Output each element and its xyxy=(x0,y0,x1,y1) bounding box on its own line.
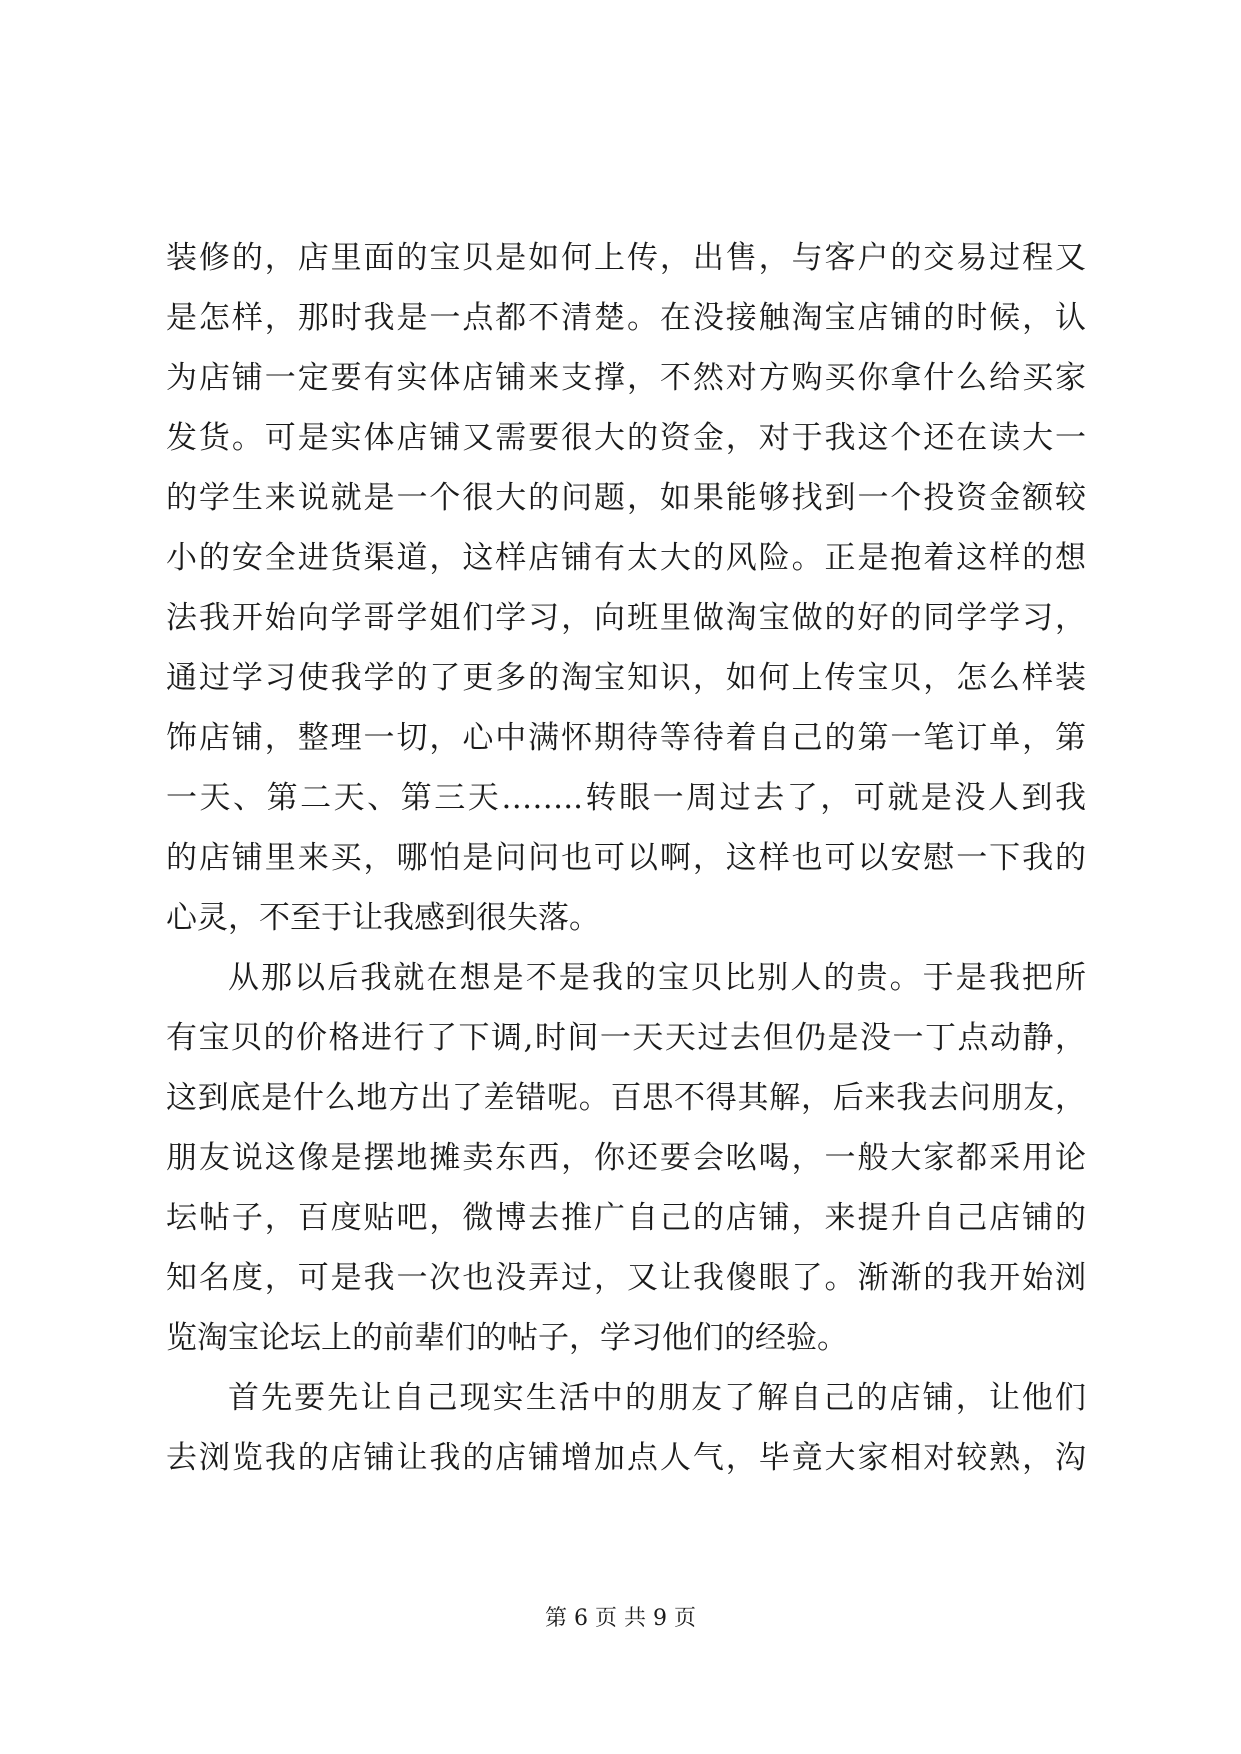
body-text xyxy=(166,228,1086,1488)
text-line: 去浏览我的店铺让我的店铺增加点人气，毕竟大家相对较熟，沟 xyxy=(166,1440,1086,1476)
page-footer xyxy=(0,1604,1241,1634)
text-line: 的学生来说就是一个很大的问题，如果能够找到一个投资金额较 xyxy=(166,480,1086,516)
text-line: 有宝贝的价格进行了下调,时间一天天过去但仍是没一丁点动静， xyxy=(166,1020,1086,1056)
page-number: 第 6 页 共 9 页 xyxy=(545,1606,696,1631)
text-line: 这到底是什么地方出了差错呢。百思不得其解，后来我去问朋友， xyxy=(166,1080,1086,1116)
paragraph xyxy=(166,948,1086,1368)
text-line: 从那以后我就在想是不是我的宝贝比别人的贵。于是我把所 xyxy=(228,960,1086,996)
text-line: 心灵，不至于让我感到很失落。 xyxy=(166,900,600,936)
text-line: 览淘宝论坛上的前辈们的帖子，学习他们的经验。 xyxy=(166,1320,848,1356)
text-line: 是怎样，那时我是一点都不清楚。在没接触淘宝店铺的时候，认 xyxy=(166,300,1086,336)
text-line: 通过学习使我学的了更多的淘宝知识，如何上传宝贝，怎么样装 xyxy=(166,660,1086,696)
text-line: 坛帖子，百度贴吧，微博去推广自己的店铺，来提升自己店铺的 xyxy=(166,1200,1086,1236)
text-line: 朋友说这像是摆地摊卖东西，你还要会吆喝，一般大家都采用论 xyxy=(166,1140,1086,1176)
paragraph xyxy=(166,228,1086,948)
text-line: 知名度，可是我一次也没弄过，又让我傻眼了。渐渐的我开始浏 xyxy=(166,1260,1086,1296)
text-line: 小的安全进货渠道，这样店铺有太大的风险。正是抱着这样的想 xyxy=(166,540,1086,576)
text-line: 发货。可是实体店铺又需要很大的资金，对于我这个还在读大一 xyxy=(166,420,1086,456)
text-line: 的店铺里来买，哪怕是问问也可以啊，这样也可以安慰一下我的 xyxy=(166,840,1086,876)
text-line: 饰店铺，整理一切，心中满怀期待等待着自己的第一笔订单，第 xyxy=(166,720,1086,756)
text-line: 装修的，店里面的宝贝是如何上传，出售，与客户的交易过程又 xyxy=(166,240,1086,276)
paragraph xyxy=(166,1368,1086,1488)
text-line: 法我开始向学哥学姐们学习，向班里做淘宝做的好的同学学习， xyxy=(166,600,1086,636)
text-line: 首先要先让自己现实生活中的朋友了解自己的店铺，让他们 xyxy=(228,1380,1086,1416)
text-line: 为店铺一定要有实体店铺来支撑，不然对方购买你拿什么给买家 xyxy=(166,360,1086,396)
text-line: 一天、第二天、第三天……..转眼一周过去了，可就是没人到我 xyxy=(166,780,1086,816)
